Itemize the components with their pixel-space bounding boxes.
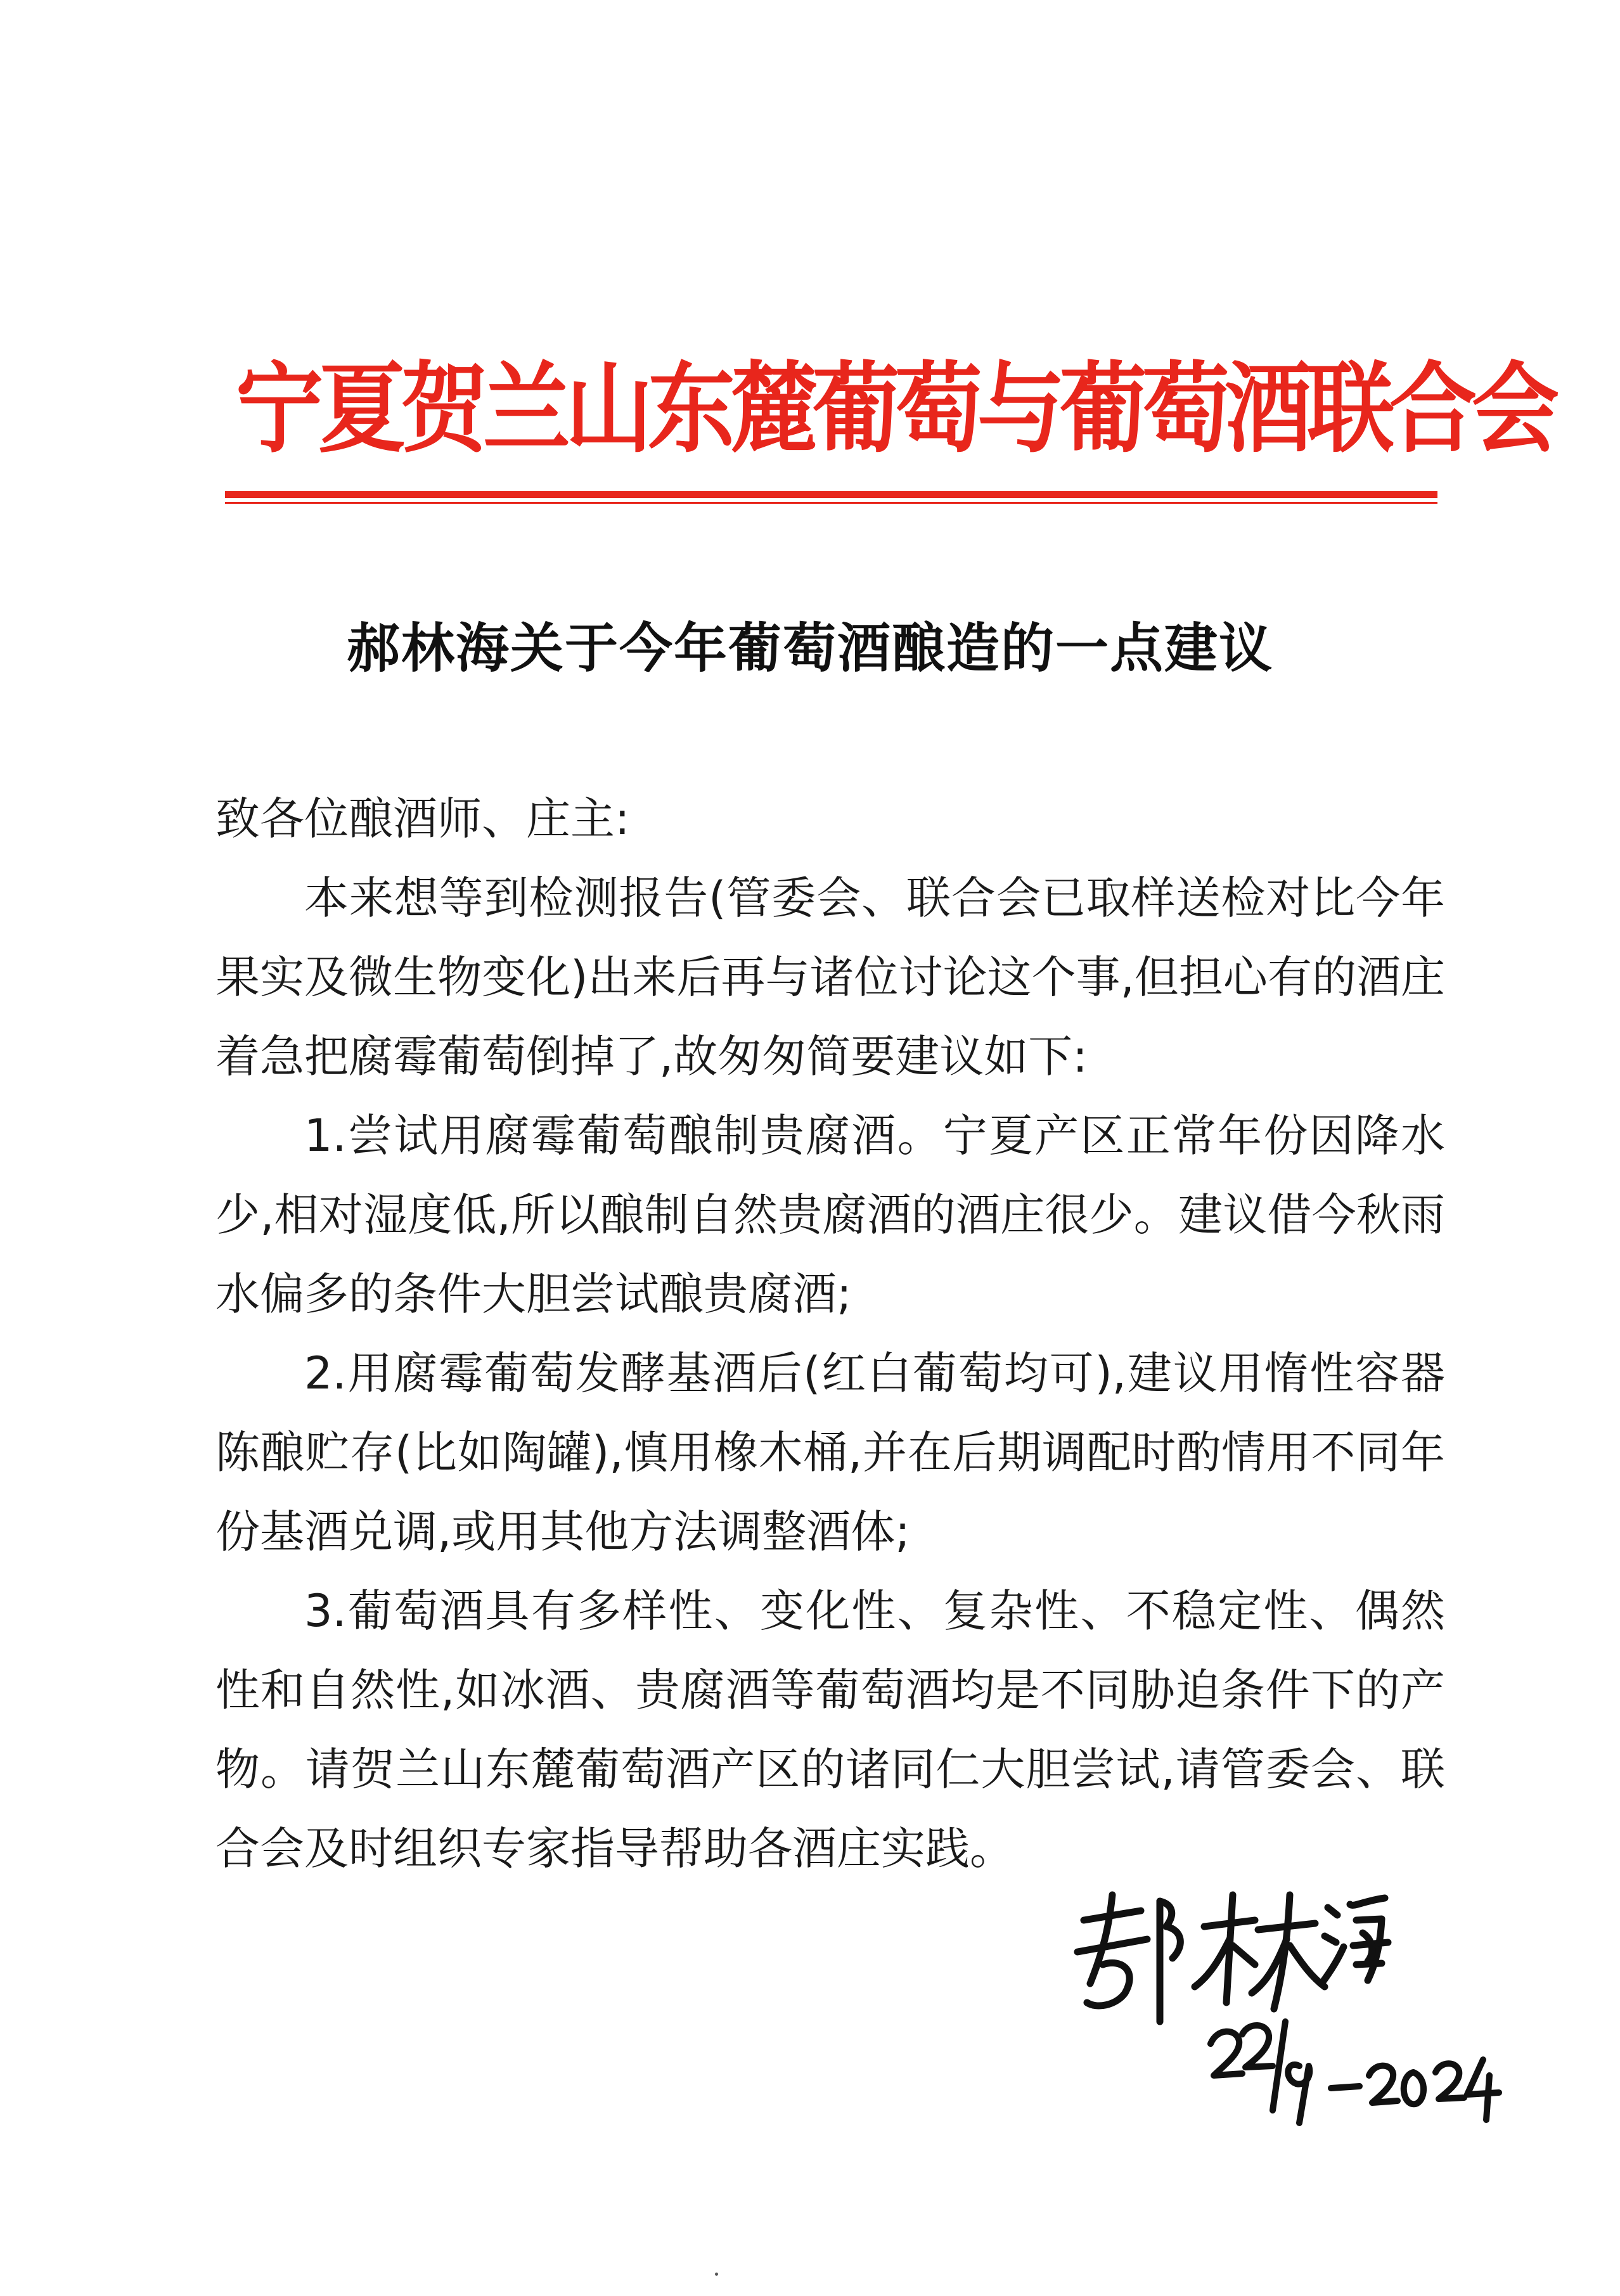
scan-speck xyxy=(715,2273,718,2276)
letterhead-org-name: 宁夏贺兰山东麓葡萄与葡萄酒联合会 xyxy=(236,350,1555,466)
handwritten-date xyxy=(1204,2015,1502,2142)
paragraph-suggestion-3: 3.葡萄酒具有多样性、变化性、复杂性、不稳定性、偶然性和自然性,如冰酒、贵腐酒等葡萄酒均是不同胁迫条件下的产物。请贺兰山东麓葡萄酒产区的诸同仁大胆尝试,请管委会、联合会及时组织专家指导帮助各酒庄实践。 xyxy=(215,1585,1445,1875)
paragraph-suggestion-1: 1.尝试用腐霉葡萄酿制贵腐酒。宁夏产区正常年份因降水少,相对湿度低,所以酿制自然贵腐酒的酒庄很少。建议借今秋雨水偏多的条件大胆尝试酿贵腐酒; xyxy=(215,1110,1445,1320)
document-body xyxy=(215,779,1445,1889)
handwritten-signature xyxy=(1065,1876,1394,2034)
paragraph-suggestion-2: 2.用腐霉葡萄发酵基酒后(红白葡萄均可),建议用惰性容器陈酿贮存(比如陶罐),慎用橡木桶,并在后期调配时酌情用不同年份基酒兑调,或用其他方法调整酒体; xyxy=(215,1347,1445,1558)
letterhead-red-rule xyxy=(225,491,1437,498)
letterhead-red-rule-thin xyxy=(225,502,1437,504)
salutation: 致各位酿酒师、庄主: xyxy=(215,793,630,845)
paragraph-intro: 本来想等到检测报告(管委会、联合会已取样送检对比今年果实及微生物变化)出来后再与诸位讨论这个事,但担心有的酒庄着急把腐霉葡萄倒掉了,故匆匆简要建议如下: xyxy=(215,872,1445,1082)
document-title: 郝林海关于今年葡萄酒酿造的一点建议 xyxy=(346,617,1273,679)
